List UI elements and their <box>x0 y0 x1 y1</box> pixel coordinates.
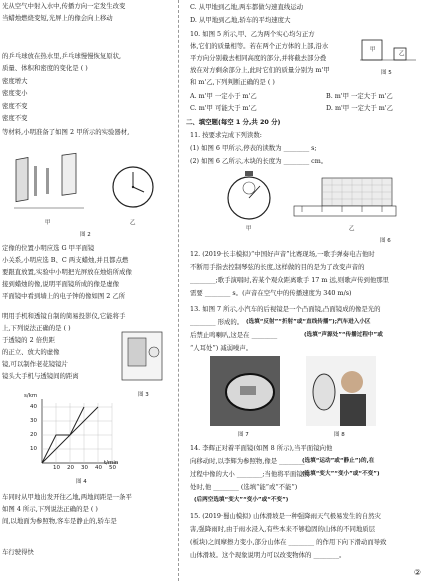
text-line: 光从空气中射入水中,传播方向一定发生改变 <box>2 2 126 10</box>
figure-4-caption: 图 4 <box>76 479 87 485</box>
hint-note: (选填“声源处”“传播过程中”或 <box>304 332 383 338</box>
figure-6-sub-b: 乙 <box>349 226 355 232</box>
figure-4-x-tick: 10 <box>53 465 60 471</box>
text-line: 害,强降雨时,由于雨水浸入,有些本来不够稳固的山体的不同地质层 <box>190 525 376 533</box>
figure-4-y-tick: 40 <box>30 404 37 410</box>
figure-8-caption: 图 8 <box>334 432 345 438</box>
question-11: 11. 按要求完成下列读数: <box>190 131 262 139</box>
text-line: 车同时从甲地出发开往乙地,两地间距是一条平 <box>2 493 132 501</box>
figure-6-sub-a: 甲 <box>246 226 252 232</box>
section-title: 二、填空题(每空 1 分,共 20 分) <box>186 118 281 126</box>
figure-5-cubes <box>360 34 416 66</box>
text-line: 放在对方剩余部分上,此时它们的质量分别为 m'甲 <box>190 66 330 74</box>
figure-5-label-b: 乙 <box>399 51 405 57</box>
text-line: 如图 4 所示,下列说法正确的是 ( ) <box>2 505 98 513</box>
text-line: 密度不变 <box>2 114 28 122</box>
figure-7-caption: 图 7 <box>238 432 249 438</box>
figure-4-x-tick: 40 <box>95 465 102 471</box>
text-line: (2) 如图 6 乙所示,木块的长度为 ________ cm。 <box>190 157 328 165</box>
text-line: 后禁止鸣喇叭,这是在 ________ <box>190 331 278 339</box>
text-line: 不断用手指去控制琴弦的长度,这样做的目的是为了改变声音的 <box>190 263 365 271</box>
question-14: 14. 李辉正对着平面镜(如图 8 所示),当平面镜向他 <box>190 444 333 452</box>
figure-2-apparatus <box>14 148 94 218</box>
question-13: 13. 如图 7 所示,小汽车的后视镜是一个凸面镜,凸面镜成的像是光的 <box>190 305 381 313</box>
text-line: “人耳处”) 减弱噪声。 <box>190 344 253 352</box>
figure-2-sub-a: 甲 <box>45 220 51 226</box>
text-line: 的乒乓球放在热水里,乒乓球慢慢恢复原状, <box>2 52 122 60</box>
figure-2-sub-b: 乙 <box>130 220 136 226</box>
hint-note: (选填“变大”“变小”或“不变”) <box>302 471 380 477</box>
text-line: 密度变小 <box>2 89 28 97</box>
text-line: 过程中像的大小 ________;当他将平面镜放 <box>190 470 310 478</box>
column-divider <box>178 0 179 581</box>
text-line: 质量、体积和密度的变化是 ( ) <box>2 64 88 72</box>
left-column <box>0 0 176 581</box>
figure-5-label-a: 甲 <box>370 47 376 53</box>
text-line: 明用手机和透镜自制的简易投影仪,它能将手 <box>2 312 126 320</box>
figure-7-rearview-mirror <box>210 356 280 426</box>
text-line: 向移动时,以李辉为参照物,像是 ________ <box>190 457 305 465</box>
figure-3-phone-projector <box>118 330 170 388</box>
text-line: 镜头大手机与透镜间的距离 <box>2 372 79 380</box>
figure-6-ruler <box>292 176 398 224</box>
figure-8-mirror-person <box>306 356 376 426</box>
text-line: (板块)之间摩擦力变小,部分山体在 ________ 的作用下向下滑动而导致 <box>190 538 387 546</box>
figure-2-caption: 图 2 <box>80 232 91 238</box>
figure-5-caption: 图 5 <box>381 70 392 76</box>
text-line: 体,它们的质量相等。若在两个正方体的上部,沿水 <box>190 42 329 50</box>
text-line: 平方向分别截去相同高度的部分,并将截去部分叠 <box>190 54 327 62</box>
text-line: 间,以地面为参照物,客车是静止的,轿车是 <box>2 517 117 525</box>
text-line: (1) 如图 6 甲所示,停表的读数为 ________ s; <box>190 144 317 152</box>
figure-4-y-tick: 20 <box>30 432 37 438</box>
text-line: 要跟直放置,实验中小明把光屏放在烛焰所成像 <box>2 268 132 276</box>
figure-3-caption: 图 3 <box>138 392 149 398</box>
text-line: 车行驶得快 <box>2 548 34 556</box>
option-c: C. 从甲地到乙地,两车都做匀速直线运动 <box>190 3 304 11</box>
option-d: D. m'甲 一定大于 m'乙 <box>326 104 393 112</box>
text-line: 山体滑坡。这个现象说明力可以改变物体的 ________。 <box>190 551 346 559</box>
text-line: 密度增大 <box>2 77 28 85</box>
question-10: 10. 如图 5 所示,甲、乙为两个实心均匀正方 <box>190 30 315 38</box>
right-column <box>184 0 420 581</box>
text-line: 小关系,小明应选 B、C 两支蜡烛,并且都点燃 <box>2 256 129 264</box>
figure-6-caption: 图 6 <box>380 238 391 244</box>
question-12: 12. (2019·长丰模拟)“中国好声音”比赛现场,一歌手弹奏电吉他时 <box>190 250 375 258</box>
hint-note: (后两空选填“变大”“变小”或“不变”) <box>194 497 289 503</box>
page-number: ② <box>413 568 421 577</box>
figure-4-y-tick: 30 <box>30 418 37 424</box>
figure-6-stopwatch <box>224 170 274 222</box>
text-line: 的正立、放大的虚像 <box>2 348 60 356</box>
figure-4-x-tick: 20 <box>67 465 74 471</box>
hint-note: (选填“运动”或“静止”)的,在 <box>302 458 375 464</box>
figure-4-x-tick: 50 <box>109 465 116 471</box>
figure-4-y-axis-label: s/km <box>24 393 38 399</box>
figure-4-y-tick: 10 <box>30 446 37 452</box>
text-line: 镜,可以制作老花镜镜片 <box>2 360 68 368</box>
option-b: B. m'甲 一定大于 m'乙 <box>326 92 393 100</box>
text-line: 等材料,小明准备了如图 2 甲所示的实验器材, <box>2 128 130 136</box>
option-a: A. m'甲 一定小于 m'乙 <box>190 92 257 100</box>
figure-2-clock <box>108 162 158 212</box>
text-line: 上,下列说法正确的是 ( ) <box>2 324 71 332</box>
text-line: 和 m'乙,下列判断正确的是 ( ) <box>190 78 275 86</box>
figure-4-x-axis-label: t/min <box>104 460 119 466</box>
text-line: ________ 形成的。 <box>190 318 244 326</box>
text-line: 处时,他 ________ (选填“能”或“不能”) <box>190 483 298 491</box>
text-line: 需要 ________ s。(声音在空气中的传播速度为 340 m/s) <box>190 289 352 297</box>
text-line: 密度不变 <box>2 102 28 110</box>
text-line: 平面镜中看到墙上的电子钟的像如图 2 乙所 <box>2 292 126 300</box>
text-line: 当蜡烛燃烧变短,光屏上的像会向上移动 <box>2 14 113 22</box>
text-line: 于透镜的 2 倍焦距 <box>2 336 55 344</box>
option-c: C. m'甲 可能大于 m'乙 <box>190 104 257 112</box>
option-d: D. 从甲地到乙地,轿车的平均速度大 <box>190 16 291 24</box>
text-line: ________;歌手演唱时,若某个观众距离歌手 17 m 远,则歌声传到他那里 <box>190 276 390 284</box>
question-15: 15. (2019·蜀山模拟) 山体滑坡是一种强降雨天气极易发生的自然灾 <box>190 512 381 520</box>
text-line: 定像的位置小明应选 G 甲平面镜 <box>2 244 95 252</box>
text-line: 接到蜡烛的像,说明平面镜所成的像是虚像 <box>2 280 120 288</box>
figure-4-x-tick: 30 <box>81 465 88 471</box>
hint-note: (选填“反射”“折射”或“直线传播”);汽车进入小区 <box>246 319 371 325</box>
